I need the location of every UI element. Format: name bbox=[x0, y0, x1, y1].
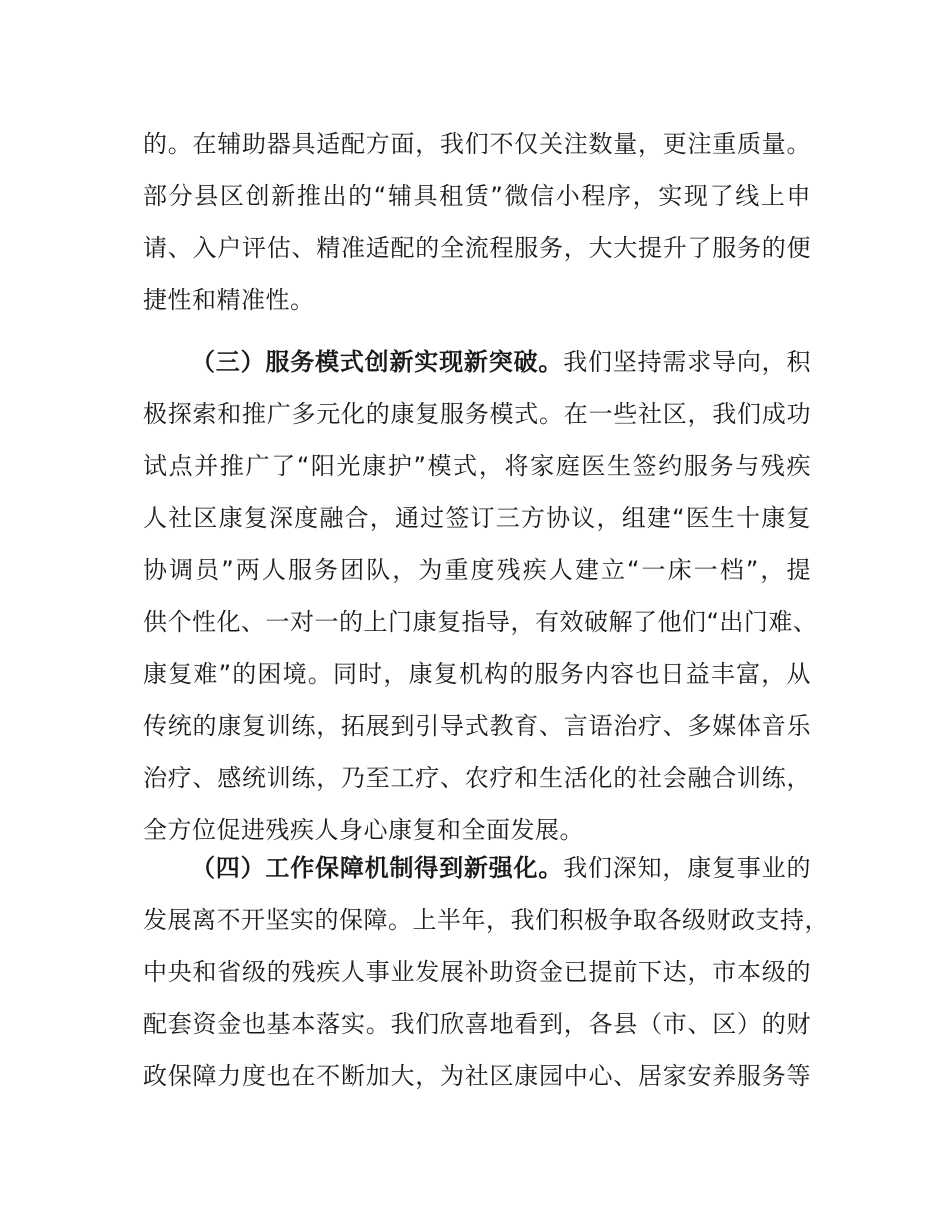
text-run: 我们深知，康复事业的 bbox=[563, 854, 811, 882]
paragraph-guarantee-mechanism bbox=[143, 842, 829, 1102]
section-heading-3: （三）服务模式创新实现新突破。 bbox=[191, 348, 564, 376]
text-line: 政保障力度也在不断加大，为社区康园中心、居家安养服务等 bbox=[143, 1062, 811, 1090]
text-run: 我们坚持需求导向，积 bbox=[563, 348, 811, 376]
text-line: 供个性化、一对一的上门康复指导，有效破解了他们“出门难、 bbox=[143, 608, 818, 636]
text-line: 试点并推广了“阳光康护”模式，将家庭医生签约服务与残疾 bbox=[143, 452, 811, 480]
text-line: 极探索和推广多元化的康复服务模式。在一些社区，我们成功 bbox=[143, 400, 811, 428]
text-line: 中央和省级的残疾人事业发展补助资金已提前下达，市本级的 bbox=[143, 958, 811, 986]
text-line-first bbox=[143, 336, 811, 388]
text-line: 发展离不开坚实的保障。上半年，我们积极争取各级财政支持， bbox=[143, 906, 829, 934]
text-line: 捷性和精准性。 bbox=[143, 286, 315, 314]
paragraph-service-model bbox=[143, 336, 818, 856]
text-line: 部分县区创新推出的“辅具租赁”微信小程序，实现了线上申 bbox=[143, 182, 811, 210]
text-line: 治疗、感统训练，乃至工疗、农疗和生活化的社会融合训练， bbox=[143, 764, 811, 792]
text-line: 人社区康复深度融合，通过签订三方协议，组建“医生十康复 bbox=[143, 504, 811, 532]
text-line: 协调员”两人服务团队，为重度残疾人建立“一床一档”，提 bbox=[143, 556, 811, 584]
text-line: 配套资金也基本落实。我们欣喜地看到，各县（市、区）的财 bbox=[143, 1010, 811, 1038]
text-line-first bbox=[143, 842, 811, 894]
text-line: 的。在辅助器具适配方面，我们不仅关注数量，更注重质量。 bbox=[143, 130, 811, 158]
text-line: 全方位促进残疾人身心康复和全面发展。 bbox=[143, 816, 584, 844]
text-line: 请、入户评估、精准适配的全流程服务，大大提升了服务的便 bbox=[143, 234, 811, 262]
paragraph-assistive-devices bbox=[143, 118, 811, 326]
text-line: 康复难”的困境。同时，康复机构的服务内容也日益丰富，从 bbox=[143, 660, 811, 688]
text-line: 传统的康复训练，拓展到引导式教育、言语治疗、多媒体音乐 bbox=[143, 712, 811, 740]
section-heading-4: （四）工作保障机制得到新强化。 bbox=[191, 854, 564, 882]
